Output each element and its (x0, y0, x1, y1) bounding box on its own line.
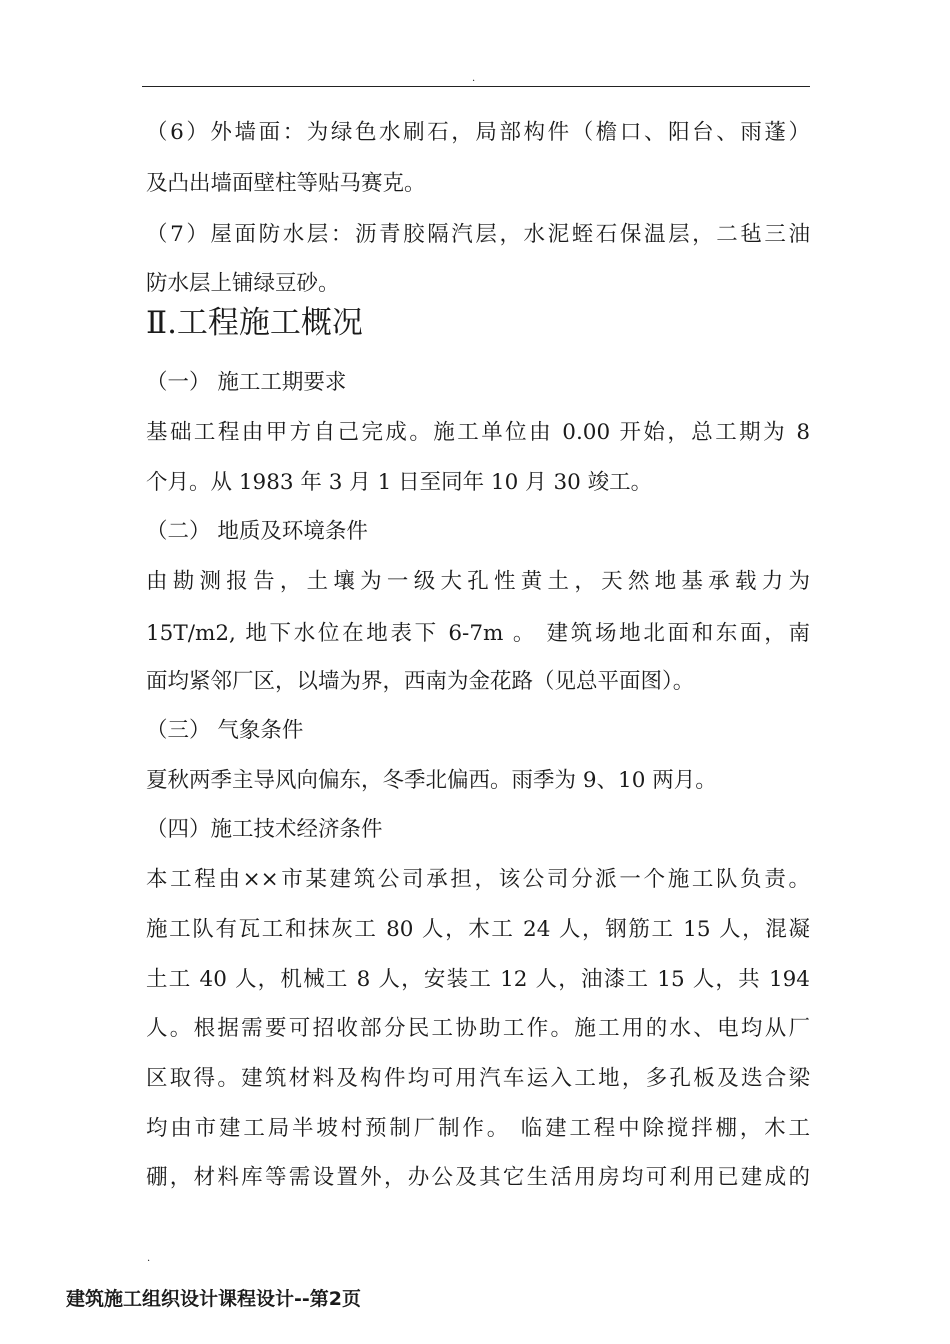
subsection-2-line-1: 由勘测报告，土壤为一级大孔性黄土，天然地基承载力为 (146, 569, 810, 594)
page-footer: 建筑施工组织设计课程设计--第2页 (66, 1288, 361, 1310)
header-mark: . (472, 73, 476, 84)
subsection-4-title: （四）施工技术经济条件 (146, 817, 383, 842)
paragraph-6-line-2: 及凸出墙面壁柱等贴马赛克。 (146, 171, 426, 196)
subsection-4-line-5: 区取得。建筑材料及构件均可用汽车运入工地，多孔板及迭合梁 (146, 1066, 810, 1091)
subsection-2-line-3: 面均紧邻厂区，以墙为界，西南为金花路（见总平面图）。 (146, 669, 695, 694)
header-rule (142, 86, 810, 87)
paragraph-7-line-1: （7）屋面防水层：沥青胶隔汽层，水泥蛭石保温层，二毡三油 (146, 222, 810, 247)
subsection-1-line-2: 个月。从 1983 年 3 月 1 日至同年 10 月 30 竣工。 (146, 470, 653, 495)
paragraph-7-line-2: 防水层上铺绿豆砂。 (146, 271, 340, 296)
subsection-3-line-1: 夏秋两季主导风向偏东，冬季北偏西。雨季为 9、10 两月。 (146, 768, 717, 793)
subsection-2-title: （二） 地质及环境条件 (146, 519, 368, 544)
paragraph-6-line-1: （6）外墙面：为绿色水刷石，局部构件（檐口、阳台、雨蓬） (146, 120, 810, 145)
footer-mark: . (147, 1253, 151, 1264)
subsection-4-line-3: 土工 40 人，机械工 8 人，安装工 12 人，油漆工 15 人，共 194 (146, 967, 810, 992)
section-heading: Ⅱ.工程施工概况 (146, 305, 363, 341)
subsection-4-line-1: 本工程由××市某建筑公司承担，该公司分派一个施工队负责。 (146, 867, 810, 892)
subsection-1-title: （一） 施工工期要求 (146, 370, 347, 395)
subsection-4-line-6: 均由市建工局半坡村预制厂制作。 临建工程中除搅拌棚，木工 (146, 1116, 810, 1141)
subsection-4-line-2: 施工队有瓦工和抹灰工 80 人，木工 24 人，钢筋工 15 人，混凝 (146, 917, 810, 942)
subsection-3-title: （三） 气象条件 (146, 718, 304, 743)
subsection-4-line-7: 硼，材料库等需设置外，办公及其它生活用房均可利用已建成的 (146, 1165, 810, 1190)
subsection-4-line-4: 人。根据需要可招收部分民工协助工作。施工用的水、电均从厂 (146, 1016, 810, 1041)
subsection-1-line-1: 基础工程由甲方自己完成。施工单位由 0.00 开始，总工期为 8 (146, 420, 810, 445)
subsection-2-line-2: 15T/m2, 地下水位在地表下 6-7m 。 建筑场地北面和东面，南 (146, 621, 810, 646)
